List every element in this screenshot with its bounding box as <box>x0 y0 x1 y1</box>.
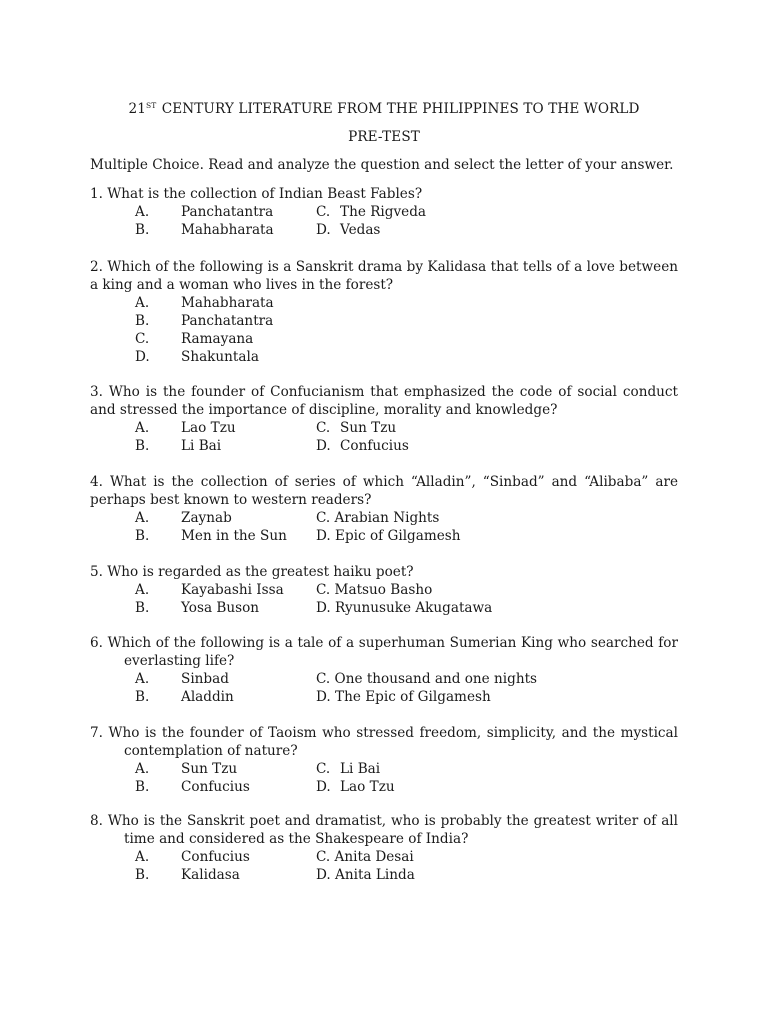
choice-letter: A. <box>135 761 150 777</box>
choice-row <box>90 203 678 221</box>
choice-letter: A. <box>135 582 150 598</box>
choice-text: Kayabashi Issa <box>181 582 284 598</box>
choice-letter: B. <box>135 779 150 795</box>
choice-text: D. Ryunusuke Akugatawa <box>316 600 493 616</box>
choice-text: Sun Tzu <box>181 761 238 777</box>
choice-letter: D. <box>316 222 331 238</box>
choice-letter: D. <box>316 779 331 795</box>
choice-text: C. Arabian Nights <box>316 510 440 526</box>
choice-row <box>90 509 678 527</box>
choice-row <box>90 527 678 545</box>
choice-text: Mahabharata <box>181 222 274 238</box>
choice-text: D. Anita Linda <box>316 867 415 883</box>
question-2 <box>90 258 678 366</box>
choice-text: Confucius <box>181 849 250 865</box>
choice-letter: A. <box>135 671 150 687</box>
choice-row <box>90 437 678 455</box>
choice-letter: D. <box>135 349 150 365</box>
question-text: 5. Who is regarded as the greatest haiku poet? <box>90 564 414 580</box>
choice-row <box>90 294 678 312</box>
choice-text: Sinbad <box>181 671 229 687</box>
choice-row <box>90 866 678 884</box>
question-1 <box>90 185 678 239</box>
choice-row <box>90 330 678 348</box>
choice-row <box>90 688 678 706</box>
question-text: 2. Which of the following is a Sanskrit drama by Kalidasa that tells of a love between a king and a woman who lives in the forest? <box>90 259 678 293</box>
choice-letter: C. <box>135 331 150 347</box>
choice-letter: B. <box>135 689 150 705</box>
choice-row <box>90 348 678 366</box>
choice-letter: C. <box>316 761 331 777</box>
choice-letter: A. <box>135 204 150 220</box>
choice-text: Confucius <box>181 779 250 795</box>
choice-text: Sun Tzu <box>340 420 397 436</box>
choice-text: C. One thousand and one nights <box>316 671 538 687</box>
choice-letter: D. <box>316 438 331 454</box>
choice-text: Li Bai <box>181 438 222 454</box>
choice-text: Men in the Sun <box>181 528 287 544</box>
choice-row <box>90 670 678 688</box>
choice-letter: C. <box>316 204 331 220</box>
question-text: 6. Which of the following is a tale of a superhuman Sumerian King who searched for everlasting life? <box>90 635 678 669</box>
question-7 <box>90 724 678 796</box>
choice-text: Zaynab <box>181 510 232 526</box>
question-8 <box>90 812 678 884</box>
page-subtitle: PRE-TEST <box>348 129 420 145</box>
choice-text: Lao Tzu <box>340 779 395 795</box>
choice-letter: A. <box>135 420 150 436</box>
choice-row <box>90 419 678 437</box>
choice-letter: A. <box>135 849 150 865</box>
instructions: Multiple Choice. Read and analyze the question and select the letter of your answer. <box>90 157 674 173</box>
choice-text: Aladdin <box>181 689 234 705</box>
choice-letter: A. <box>135 295 150 311</box>
choice-letter: B. <box>135 313 150 329</box>
choice-text: Panchatantra <box>181 204 274 220</box>
choice-text: Kalidasa <box>181 867 240 883</box>
choice-letter: B. <box>135 438 150 454</box>
choice-row <box>90 312 678 330</box>
choice-letter: B. <box>135 867 150 883</box>
choice-text: Vedas <box>340 222 381 238</box>
question-text: 3. Who is the founder of Confucianism that emphasized the code of social conduct and stressed the importance of discipline, morality and knowledge? <box>90 384 678 418</box>
choice-text: D. Epic of Gilgamesh <box>316 528 461 544</box>
choice-text: D. The Epic of Gilgamesh <box>316 689 491 705</box>
choice-text: Mahabharata <box>181 295 274 311</box>
choice-letter: A. <box>135 510 150 526</box>
choice-text: Confucius <box>340 438 409 454</box>
choice-row <box>90 581 678 599</box>
question-4 <box>90 473 678 545</box>
question-6 <box>90 634 678 706</box>
question-text: 8. Who is the Sanskrit poet and dramatist, who is probably the greatest writer of all time and considered as the Shakespeare of India? <box>90 813 678 847</box>
question-text: 7. Who is the founder of Taoism who stressed freedom, simplicity, and the mystical contemplation of nature? <box>90 725 678 759</box>
question-5 <box>90 563 678 617</box>
choice-text: C. Anita Desai <box>316 849 414 865</box>
question-text: 1. What is the collection of Indian Beast Fables? <box>90 186 423 202</box>
choice-row <box>90 221 678 239</box>
choice-text: C. Matsuo Basho <box>316 582 433 598</box>
choice-row <box>90 599 678 617</box>
choice-row <box>90 778 678 796</box>
question-3 <box>90 383 678 455</box>
choice-text: Yosa Buson <box>181 600 260 616</box>
choice-letter: B. <box>135 528 150 544</box>
choice-text: Ramayana <box>181 331 254 347</box>
choice-text: Shakuntala <box>181 349 259 365</box>
choice-text: The Rigveda <box>340 204 427 220</box>
choice-text: Lao Tzu <box>181 420 236 436</box>
question-text: 4. What is the collection of series of which “Alladin”, “Sinbad” and “Alibaba” are perhaps best known to western readers? <box>90 474 678 508</box>
choice-letter: C. <box>316 420 331 436</box>
choice-row <box>90 760 678 778</box>
page-title: 21ST CENTURY LITERATURE FROM THE PHILIPPINES TO THE WORLD <box>128 101 640 117</box>
choice-letter: B. <box>135 600 150 616</box>
choice-letter: B. <box>135 222 150 238</box>
choice-text: Panchatantra <box>181 313 274 329</box>
choice-row <box>90 848 678 866</box>
choice-text: Li Bai <box>340 761 381 777</box>
